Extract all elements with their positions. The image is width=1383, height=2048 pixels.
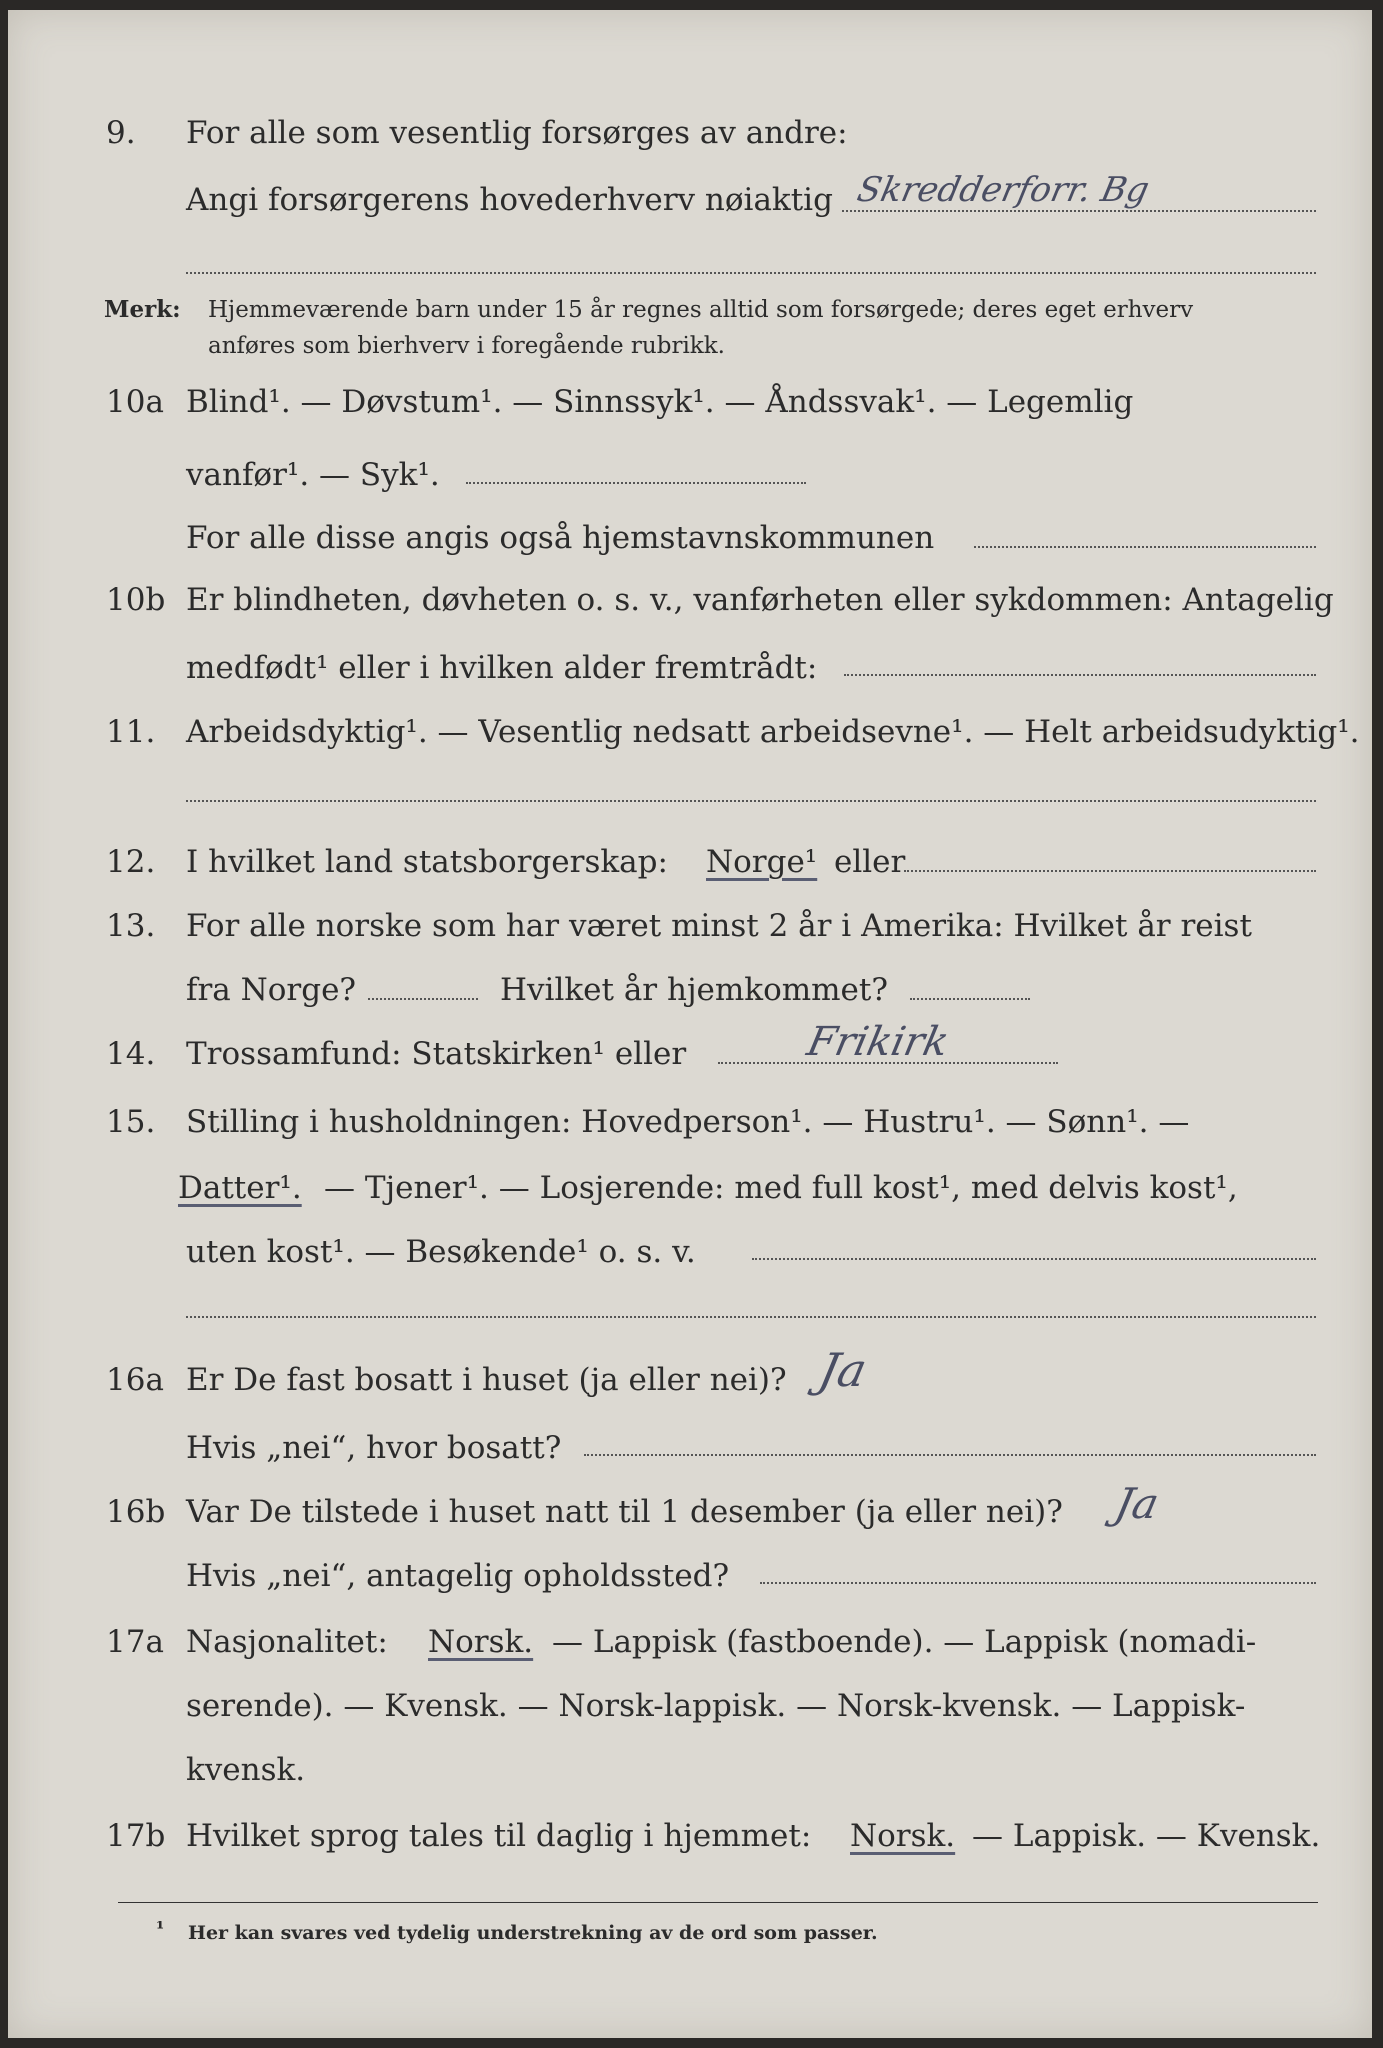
q16a-number: 16a bbox=[106, 1362, 164, 1398]
q11-number: 11. bbox=[106, 714, 156, 750]
q15-line3: uten kost¹. — Besøkende¹ o. s. v. bbox=[186, 1234, 696, 1270]
q16b-line1: Var De tilstede i huset natt til 1 desember (ja eller nei)? bbox=[186, 1494, 1063, 1530]
q16b-handwritten-answer: Ja bbox=[1110, 1479, 1164, 1528]
q13-line2a: fra Norge? bbox=[186, 972, 357, 1008]
q13-line2b: Hvilket år hjemkommet? bbox=[500, 972, 888, 1008]
q17a-pre: Nasjonalitet: bbox=[186, 1624, 388, 1660]
q14-line1: Trossamfund: Statskirken¹ eller bbox=[186, 1036, 687, 1072]
q13-reist-line bbox=[368, 998, 478, 1000]
q15-extra-line bbox=[186, 1316, 1316, 1318]
q12-post: eller bbox=[834, 844, 906, 880]
q10b-answer-line bbox=[844, 674, 1316, 676]
q9-answer-line bbox=[842, 210, 1316, 212]
q17b-number: 17b bbox=[106, 1818, 166, 1854]
q17b-post: — Lappisk. — Kvensk. bbox=[972, 1818, 1321, 1854]
q9-line2: Angi forsørgerens hovederhverv nøiaktig bbox=[186, 182, 833, 218]
q11-line1: Arbeidsdyktig¹. — Vesentlig nedsatt arbeidsevne¹. — Helt arbeidsudyktig¹. bbox=[186, 714, 1360, 750]
q10b-line1: Er blindheten, døvheten o. s. v., vanførheten eller sykdommen: Antagelig bbox=[186, 582, 1334, 618]
q17a-number: 17a bbox=[106, 1624, 164, 1660]
q12-answer-line bbox=[904, 870, 1316, 872]
q12-pre: I hvilket land statsborgerskap: bbox=[186, 844, 668, 880]
q14-number: 14. bbox=[106, 1036, 156, 1072]
merk-label: Merk: bbox=[104, 296, 181, 323]
q16b-number: 16b bbox=[106, 1494, 166, 1530]
q10a-syk-line bbox=[466, 482, 806, 484]
q17a-line1: — Lappisk (fastboende). — Lappisk (nomadi- bbox=[552, 1624, 1257, 1660]
q16a-handwritten-answer: Ja bbox=[814, 1343, 872, 1397]
q16a-line2: Hvis „nei“, hvor bosatt? bbox=[186, 1430, 562, 1466]
footnote-rule bbox=[118, 1902, 1318, 1903]
q10a-line3: For alle disse angis også hjemstavnskommunen bbox=[186, 520, 935, 556]
q11-extra-line bbox=[186, 800, 1316, 802]
q10a-kommune-line bbox=[974, 546, 1316, 548]
q12-number: 12. bbox=[106, 844, 156, 880]
q14-handwritten-answer: Frikirk bbox=[803, 1019, 953, 1065]
q10b-line2: medfødt¹ eller i hvilken alder fremtrådt: bbox=[186, 650, 818, 686]
q9-number: 9. bbox=[106, 115, 136, 151]
q15-line1: Stilling i husholdningen: Hovedperson¹. — Hustru¹. — Sønn¹. — bbox=[186, 1104, 1190, 1140]
footnote-mark: ¹ bbox=[156, 1918, 165, 1940]
q15-answer-line bbox=[752, 1258, 1316, 1260]
q9-handwritten-answer: Skredderforr. Bg bbox=[853, 170, 1153, 210]
q16b-line2: Hvis „nei“, antagelig opholdssted? bbox=[186, 1558, 730, 1594]
footnote-text: Her kan svares ved tydelig understrekning av de ord som passer. bbox=[188, 1922, 878, 1944]
q15-line2: — Tjener¹. — Losjerende: med full kost¹, med delvis kost¹, bbox=[324, 1170, 1238, 1206]
q17b-norsk-underlined: Norsk. bbox=[850, 1818, 956, 1854]
q17b-pre: Hvilket sprog tales til daglig i hjemmet: bbox=[186, 1818, 812, 1854]
q13-hjem-line bbox=[910, 998, 1030, 1000]
q10b-number: 10b bbox=[106, 582, 166, 618]
q9-line1: For alle som vesentlig forsørges av andre: bbox=[186, 115, 848, 151]
q13-number: 13. bbox=[106, 908, 156, 944]
q10a-line1: Blind¹. — Døvstum¹. — Sinnssyk¹. — Åndssvak¹. — Legemlig bbox=[186, 384, 1134, 420]
merk-line2: anføres som bierhverv i foregående rubrikk. bbox=[208, 333, 725, 359]
merk-line1: Hjemmeværende barn under 15 år regnes alltid som forsørgede; deres eget erhverv bbox=[208, 297, 1194, 323]
q15-number: 15. bbox=[106, 1104, 156, 1140]
q9-extra-line bbox=[186, 272, 1316, 274]
q10a-number: 10a bbox=[106, 384, 164, 420]
q16b-opholdssted-line bbox=[760, 1582, 1316, 1584]
q17a-line2: serende). — Kvensk. — Norsk-lappisk. — Norsk-kvensk. — Lappisk- bbox=[186, 1688, 1246, 1724]
q12-norge-underlined: Norge¹ bbox=[706, 844, 818, 880]
q17a-line3: kvensk. bbox=[186, 1752, 306, 1788]
q10a-line2: vanfør¹. — Syk¹. bbox=[186, 457, 440, 493]
q13-line1: For alle norske som har været minst 2 år i Amerika: Hvilket år reist bbox=[186, 908, 1252, 944]
q16a-line1: Er De fast bosatt i huset (ja eller nei)? bbox=[186, 1362, 787, 1398]
q17a-norsk-underlined: Norsk. bbox=[428, 1624, 534, 1660]
q16a-bosatt-line bbox=[584, 1454, 1316, 1456]
census-form-page bbox=[8, 10, 1372, 2038]
q15-datter-underlined: Datter¹. bbox=[178, 1170, 302, 1206]
